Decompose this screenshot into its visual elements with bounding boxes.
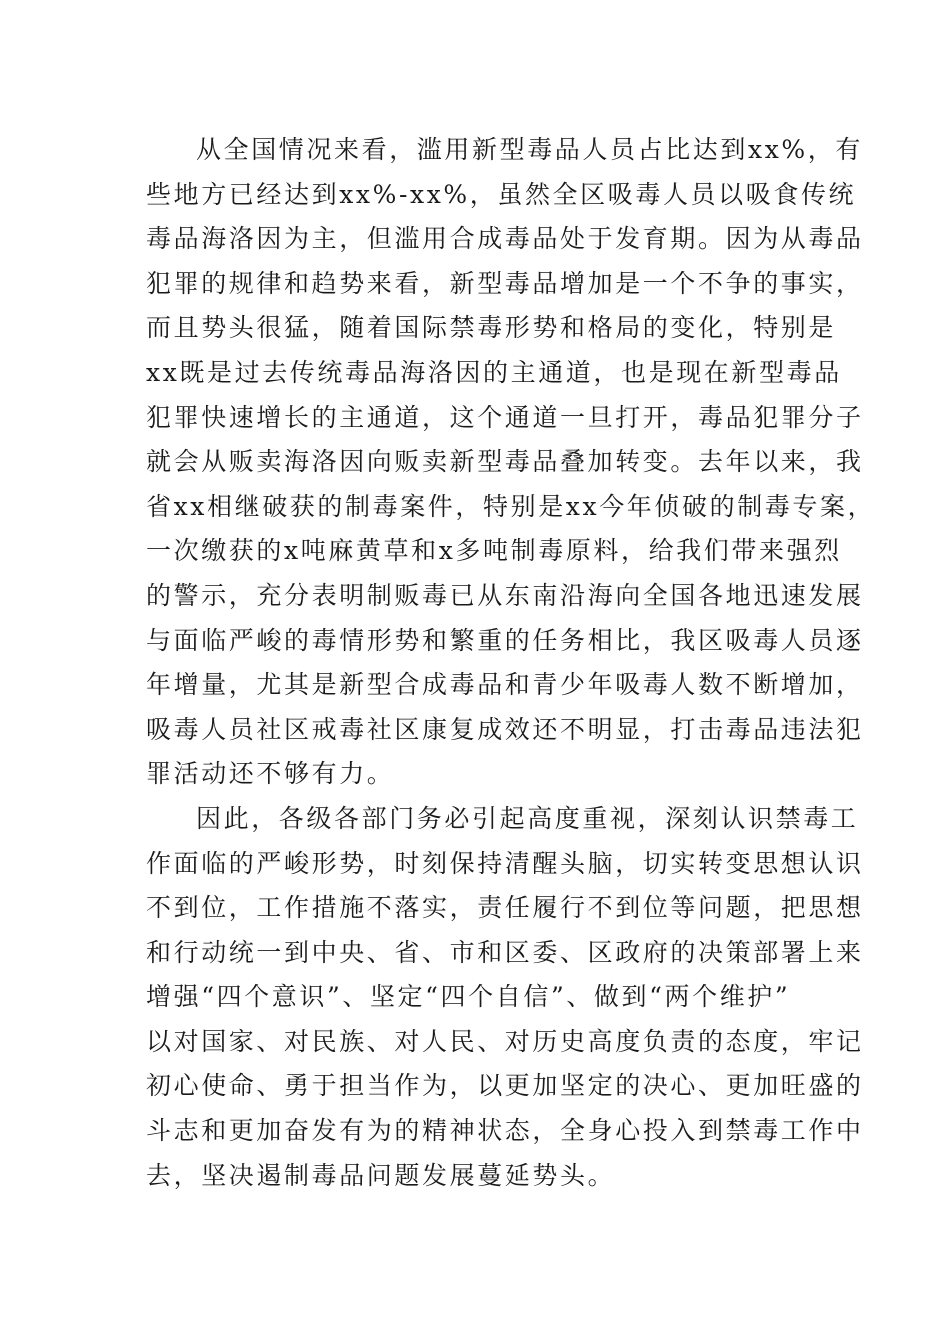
text-line: 与面临严峻的毒情形势和繁重的任务相比，我区吸毒人员逐 xyxy=(146,625,864,655)
text-line: 吸毒人员社区戒毒社区康复成效还不明显，打击毒品违法犯 xyxy=(146,714,864,744)
text-line: 毒品海洛因为主，但滥用合成毒品处于发育期。因为从毒品 xyxy=(146,224,864,254)
paragraph-1 xyxy=(146,128,876,797)
text-line: 犯罪快速增长的主通道，这个通道一旦打开，毒品犯罪分子 xyxy=(146,402,864,432)
text-line: 因此，各级各部门务必引起高度重视，深刻认识禁毒工 xyxy=(196,803,859,833)
text-line: 去，坚决遏制毒品问题发展蔓延势头。 xyxy=(146,1160,616,1190)
text-line: 斗志和更加奋发有为的精神状态，全身心投入到禁毒工作中 xyxy=(146,1116,864,1146)
text-line: 些地方已经达到xx%-xx%，虽然全区吸毒人员以吸食传统 xyxy=(146,179,857,209)
text-line: 罪活动还不够有力。 xyxy=(146,759,395,789)
text-line: 初心使命、勇于担当作为，以更加坚定的决心、更加旺盛的 xyxy=(146,1071,864,1101)
text-line: 的警示，充分表明制贩毒已从东南沿海向全国各地迅速发展 xyxy=(146,580,864,610)
text-line: 增强“四个意识”、坚定“四个自信”、做到“两个维护” xyxy=(146,982,791,1012)
text-line: 省xx相继破获的制毒案件，特别是xx今年侦破的制毒专案， xyxy=(146,491,876,521)
text-line: 而且势头很猛，随着国际禁毒形势和格局的变化，特别是 xyxy=(146,313,837,343)
text-line: 一次缴获的x吨麻黄草和x多吨制毒原料，给我们带来强烈 xyxy=(146,536,842,566)
text-line: 就会从贩卖海洛因向贩卖新型毒品叠加转变。去年以来，我 xyxy=(146,447,864,477)
paragraph-2 xyxy=(146,797,864,1198)
document-body xyxy=(146,128,876,1198)
text-line: 不到位，工作措施不落实，责任履行不到位等问题，把思想 xyxy=(146,893,864,923)
text-line: 从全国情况来看，滥用新型毒品人员占比达到xx%，有 xyxy=(196,135,863,164)
text-line: xx既是过去传统毒品海洛因的主通道，也是现在新型毒品 xyxy=(146,357,842,387)
text-line: 犯罪的规律和趋势来看，新型毒品增加是一个不争的事实， xyxy=(146,268,864,298)
text-line: 年增量，尤其是新型合成毒品和青少年吸毒人数不断增加， xyxy=(146,670,864,700)
text-line: 作面临的严峻形势，时刻保持清醒头脑，切实转变思想认识 xyxy=(146,848,864,878)
text-line: 以对国家、对民族、对人民、对历史高度负责的态度，牢记 xyxy=(146,1026,864,1056)
text-line: 和行动统一到中央、省、市和区委、区政府的决策部署上来 xyxy=(146,937,864,967)
